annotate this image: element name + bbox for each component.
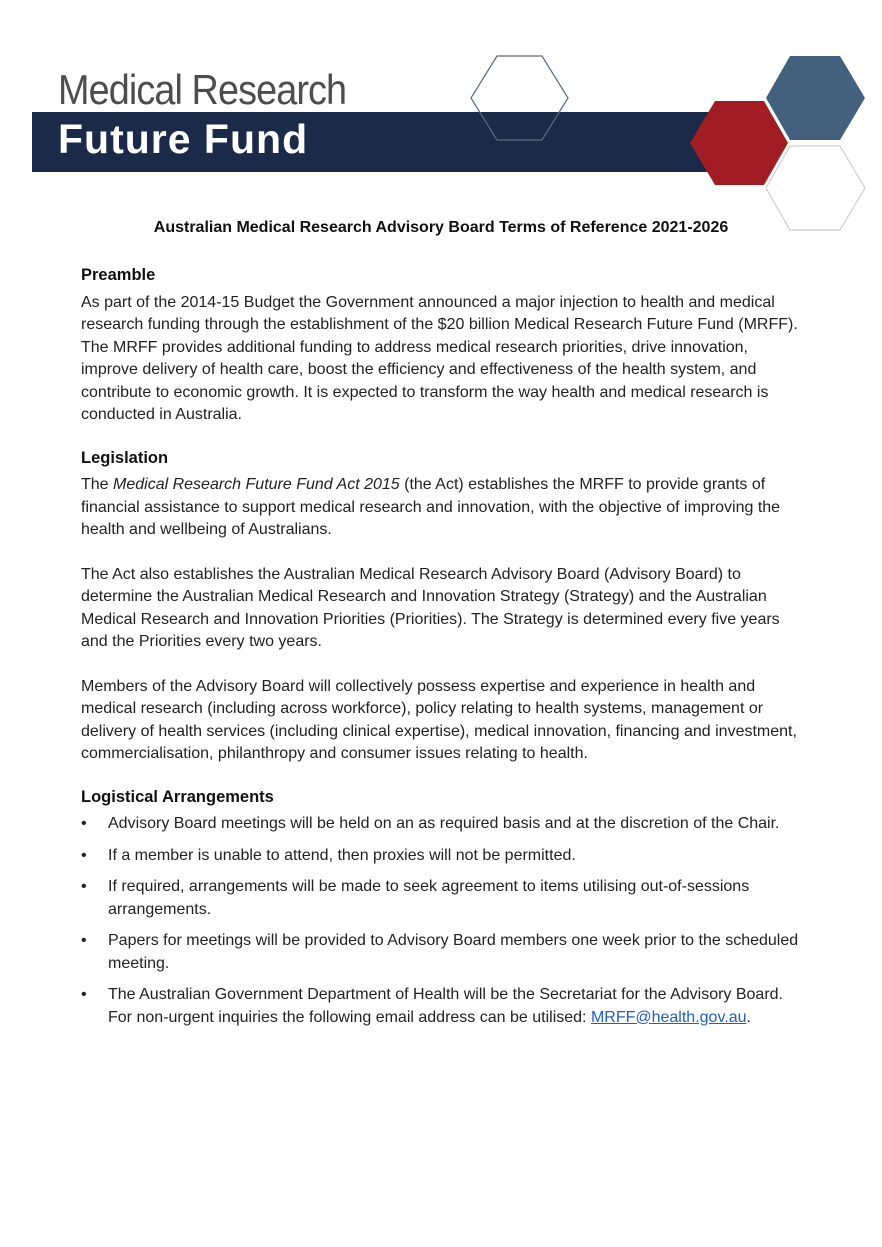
preamble-heading: Preamble	[81, 266, 156, 284]
legislation-p1-prefix: The	[81, 476, 114, 493]
legislation-section	[81, 447, 806, 766]
document-title: Australian Medical Research Advisory Board Terms of Reference 2021-2026	[153, 219, 729, 236]
logistics-section	[81, 786, 806, 1030]
list-item-text: Papers for meetings will be provided to Advisory Board members one week prior to the scheduled meeting.	[108, 932, 799, 972]
email-link[interactable]: MRFF@health.gov.au	[590, 1008, 747, 1026]
legislation-paragraph-3: Members of the Advisory Board will collectively possess expertise and experience in health and medical research (including across workforce), policy relating to health systems, management or delivery of health services (including clinical expertise), medical innovation, financing and investment, commercialisation, philanthropy and consumer issues relating to health.	[81, 677, 797, 762]
legislation-paragraph-1	[81, 474, 806, 542]
outline-hexagon-bottom	[766, 146, 865, 230]
document-body	[81, 264, 806, 1038]
list-item	[81, 984, 806, 1029]
preamble-section	[81, 264, 806, 427]
bullet-icon: •	[81, 932, 87, 949]
list-item	[81, 930, 806, 975]
act-name: Medical Research Future Fund Act 2015	[113, 476, 400, 493]
list-item	[81, 845, 806, 868]
header	[0, 0, 882, 240]
red-hexagon	[690, 101, 788, 185]
legislation-paragraph-2: The Act also establishes the Australian Medical Research Advisory Board (Advisory Board) to determine the Australian Medical Research and Innovation Strategy (Strategy) and the Australian Medical Research and Innovation Priorities (Priorities). The Strategy is determined every five years and the Priorities every two years.	[81, 565, 780, 650]
legislation-heading: Legislation	[81, 448, 169, 467]
hexagon-graphic	[0, 0, 882, 240]
bullet-icon: •	[81, 846, 87, 864]
list-item-text: Advisory Board meetings will be held on an as required basis and at the discretion of the Chair.	[108, 815, 780, 832]
logo-line-medical-research: Medical Research	[58, 66, 347, 113]
outline-hexagon-top	[471, 56, 568, 140]
list-item	[81, 813, 806, 836]
logistics-list	[81, 813, 806, 1029]
bullet-icon: •	[81, 986, 87, 1003]
bullet-icon: •	[81, 815, 87, 832]
logo-line-future-fund: Future Fund	[58, 116, 309, 162]
preamble-text: As part of the 2014-15 Budget the Government announced a major injection to health and medical research funding through the establishment of the $20 billion Medical Research Future Fund (MRFF). The MRFF provides additional funding to address medical research priorities, drive innovation, improve delivery of health care, boost the efficiency and effectiveness of the health system, and contribute to economic growth. It is expected to transform the way health and medical research is conducted in Australia.	[81, 293, 798, 423]
legislation-p1-rest: (the Act) establishes the MRFF to provide grants of financial assistance to support medical research and innovation, with the objective of improving the health and wellbeing of Australians.	[81, 476, 781, 538]
list-item-text: If a member is unable to attend, then proxies will not be permitted.	[108, 846, 576, 864]
list-item-text: If required, arrangements will be made to seek agreement to items utilising out-of-sessions arrangements.	[108, 878, 750, 918]
email-suffix: .	[746, 1008, 751, 1026]
list-item	[81, 876, 806, 921]
bullet-icon: •	[81, 878, 87, 895]
logistics-heading: Logistical Arrangements	[81, 787, 274, 806]
list-item-text: The Australian Government Department of Health will be the Secretariat for the Advisory Board. For non-urgent inquiries the following email address can be utilised:	[108, 986, 783, 1026]
blue-hexagon	[766, 56, 865, 140]
